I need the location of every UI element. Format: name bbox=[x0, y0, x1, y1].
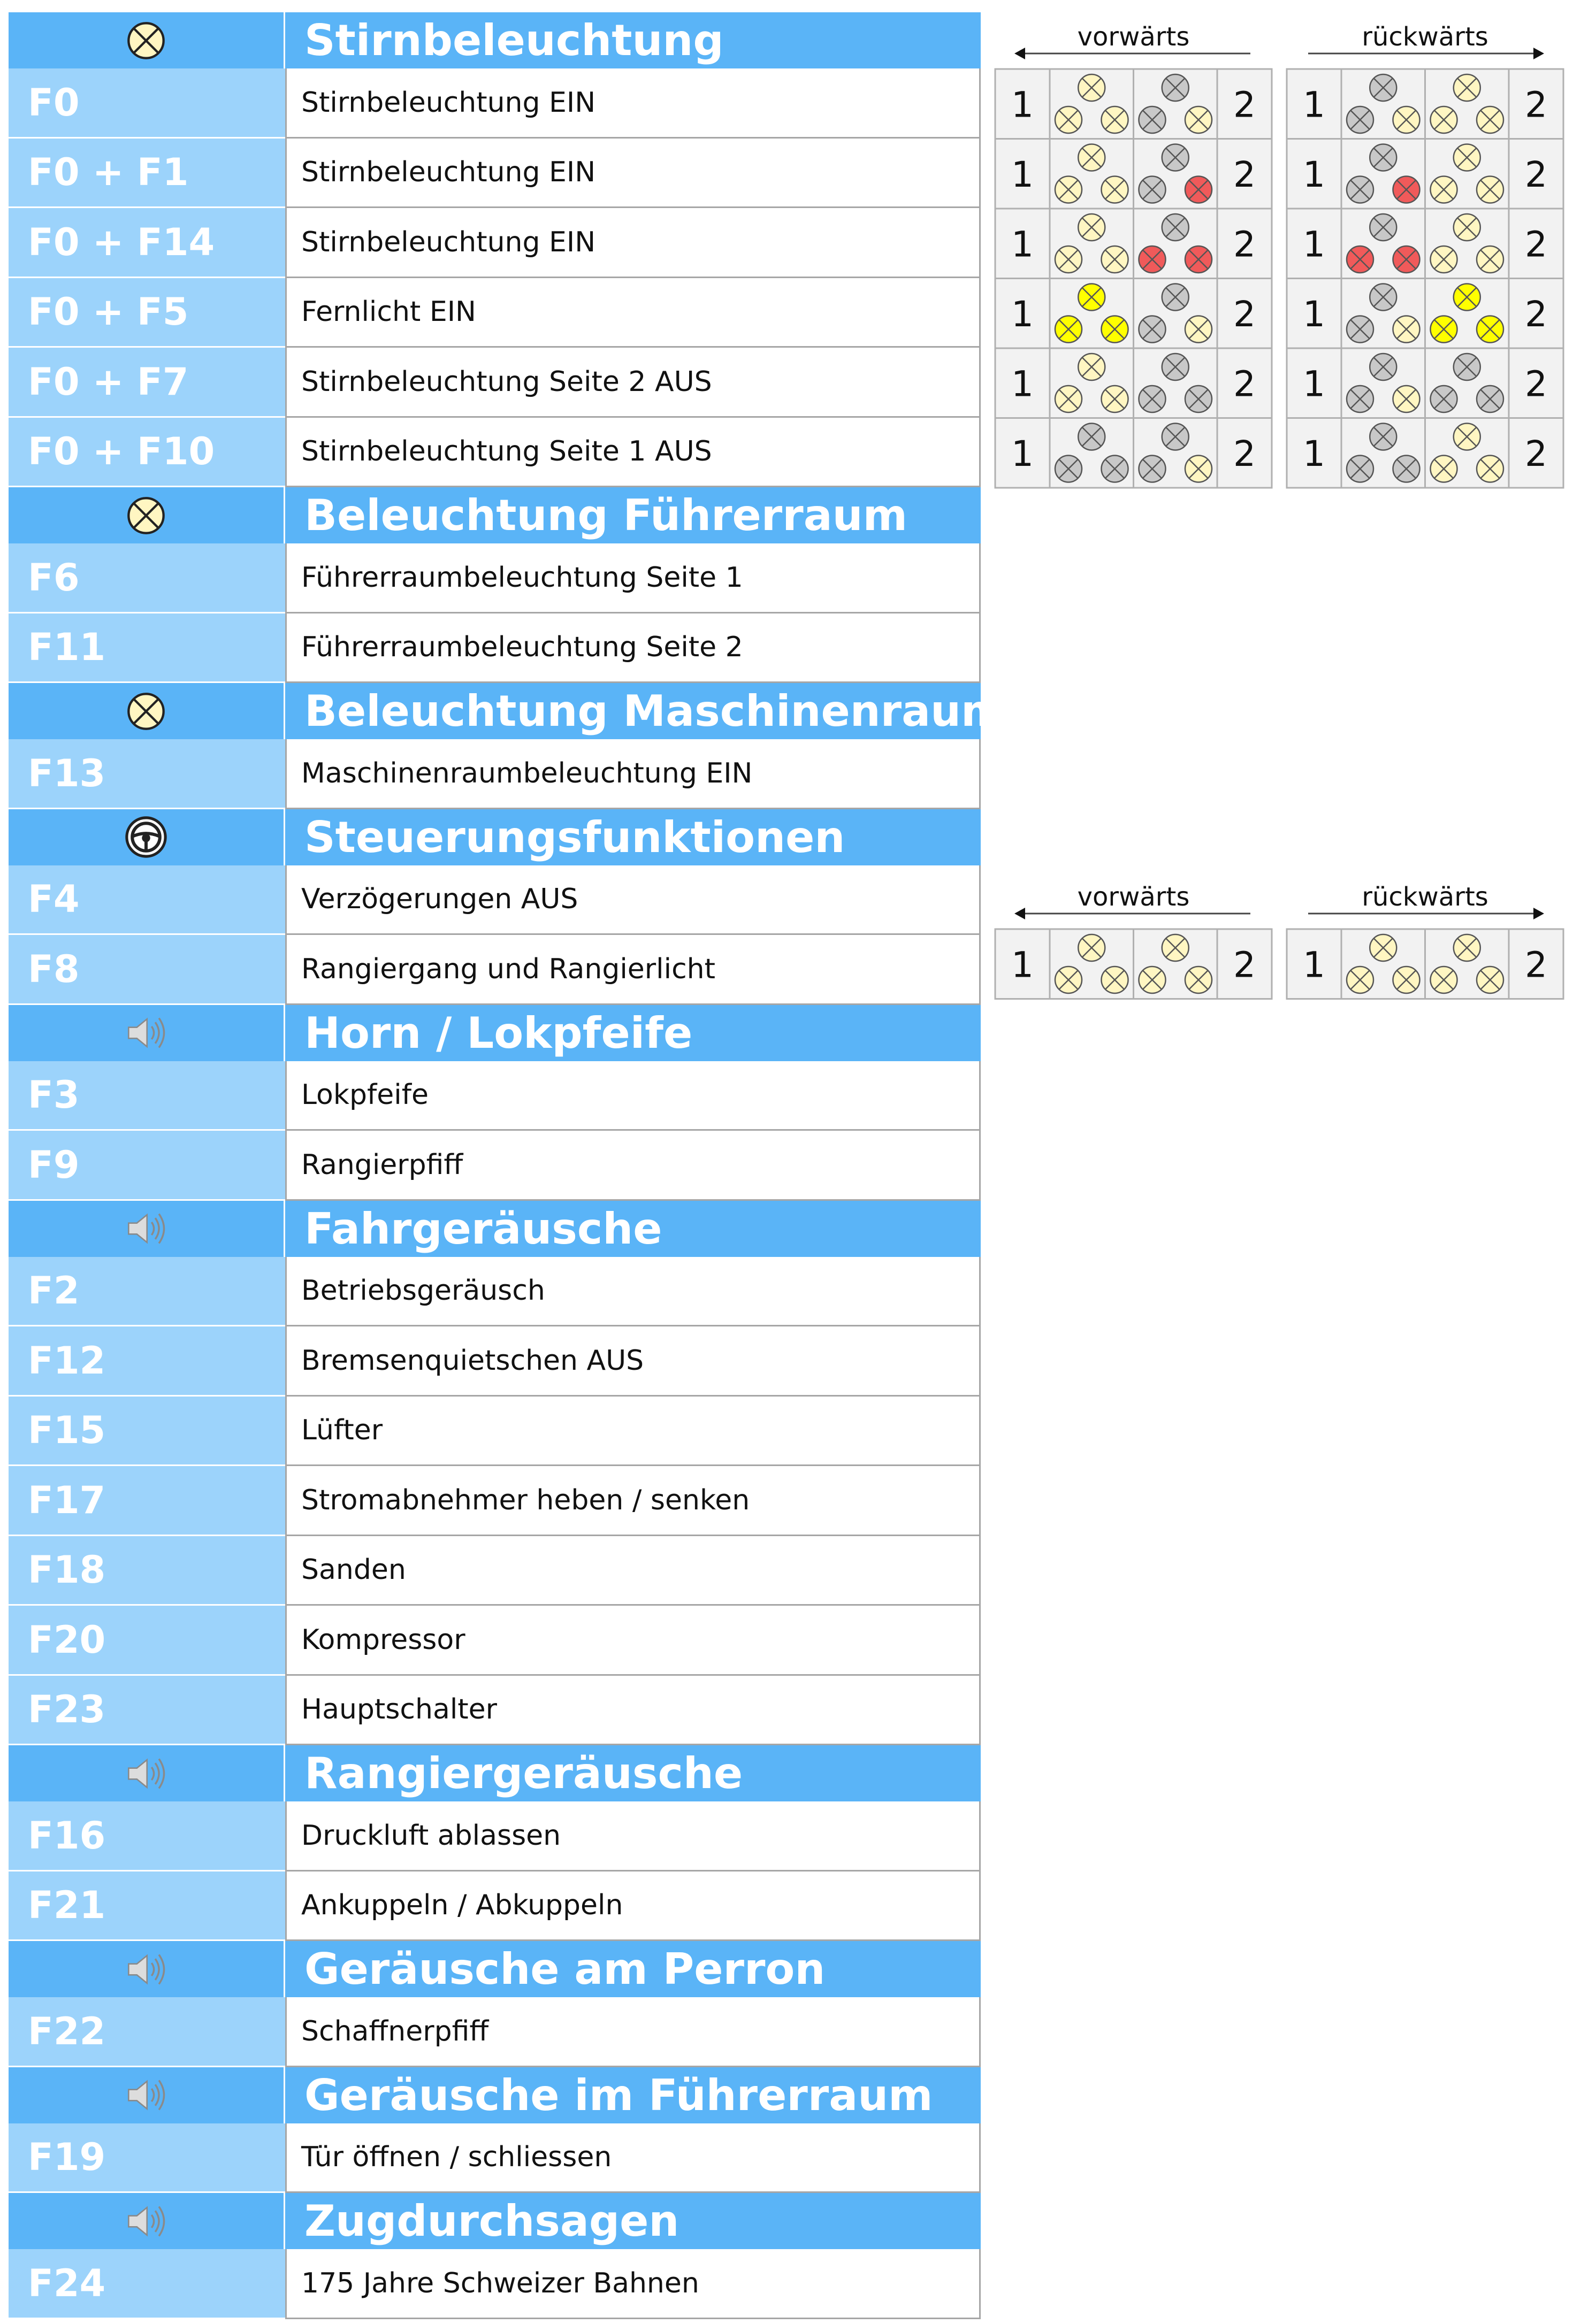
function-row bbox=[9, 1131, 981, 1201]
lamp-icon-off bbox=[1139, 456, 1166, 482]
function-label: Führerraumbeleuchtung Seite 1 bbox=[285, 543, 981, 613]
function-key: F20 bbox=[9, 1606, 285, 1676]
lamp-icon-off bbox=[1370, 74, 1396, 101]
category-header-beleuchtung-maschinenraum bbox=[9, 683, 1006, 739]
end-label-2: 2 bbox=[1233, 224, 1256, 265]
category-title: Rangiergeräusche bbox=[285, 1745, 981, 1801]
function-key: F0 + F14 bbox=[9, 208, 285, 278]
function-label: Lüfter bbox=[285, 1397, 981, 1467]
function-row bbox=[9, 278, 981, 348]
lamp-icon-red bbox=[1185, 246, 1212, 273]
function-row bbox=[9, 1257, 981, 1327]
function-label: Fernlicht EIN bbox=[285, 278, 981, 348]
function-row bbox=[9, 613, 981, 684]
function-label: Sanden bbox=[285, 1536, 981, 1606]
lamp-icon-off bbox=[1162, 74, 1189, 101]
function-label: Führerraumbeleuchtung Seite 2 bbox=[285, 613, 981, 684]
category-icon-cell bbox=[9, 12, 285, 68]
category-title: Fahrgeräusche bbox=[285, 1201, 981, 1257]
lamp-icon-off bbox=[1431, 386, 1457, 412]
function-key: F11 bbox=[9, 613, 285, 684]
function-row bbox=[9, 935, 981, 1005]
function-key: F22 bbox=[9, 1997, 285, 2067]
lamp-icon-off bbox=[1139, 106, 1166, 133]
category-icon-cell bbox=[9, 1201, 285, 1257]
light-diagram-row bbox=[995, 139, 1272, 209]
lamp-icon-white bbox=[1055, 106, 1082, 133]
category-title: Horn / Lokpfeife bbox=[285, 1005, 981, 1061]
lamp-icon-red bbox=[1393, 177, 1420, 203]
lamp-icon-bright bbox=[1102, 316, 1128, 343]
end-label-2: 2 bbox=[1233, 84, 1256, 126]
light-diagram-row bbox=[995, 209, 1272, 279]
lamp-icon-white bbox=[1055, 177, 1082, 203]
function-label: Rangierpfiff bbox=[285, 1131, 981, 1201]
lamp-icon-off bbox=[1370, 424, 1396, 450]
lamp-icon-white bbox=[1477, 456, 1503, 482]
function-label: Rangiergang und Rangierlicht bbox=[285, 935, 981, 1005]
category-title: Zugdurchsagen bbox=[285, 2193, 981, 2249]
lamp-icon-off bbox=[1477, 386, 1503, 412]
lamp-icon-white bbox=[1347, 967, 1373, 993]
lamp-icon-white bbox=[1431, 106, 1457, 133]
lamp-icon-white bbox=[1454, 144, 1480, 171]
function-row bbox=[9, 348, 981, 418]
lamp-icon-white bbox=[1078, 354, 1105, 380]
lamp-icon-off bbox=[1185, 386, 1212, 412]
lamp-icon-off bbox=[1347, 456, 1373, 482]
function-row bbox=[9, 68, 981, 139]
lamp-icon-white bbox=[1393, 386, 1420, 412]
end-label-2: 2 bbox=[1525, 224, 1547, 265]
lamp-icon-off bbox=[1139, 316, 1166, 343]
category-icon-cell bbox=[9, 1005, 285, 1061]
light-diagram-row bbox=[995, 279, 1272, 349]
speaker-icon bbox=[123, 1946, 169, 1992]
function-row bbox=[9, 1466, 981, 1536]
end-label-1: 1 bbox=[1011, 363, 1034, 405]
light-diagram-forward bbox=[995, 22, 1272, 488]
function-label: Schaffnerpfiff bbox=[285, 1997, 981, 2067]
lamp-icon-off bbox=[1347, 106, 1373, 133]
light-diagram-row bbox=[995, 348, 1272, 418]
lamp-icon-off bbox=[1370, 354, 1396, 380]
lamp-icon-off bbox=[1347, 177, 1373, 203]
lamp-icon-white bbox=[1454, 214, 1480, 241]
category-title: Beleuchtung Maschinenraum bbox=[285, 683, 981, 739]
function-key: F8 bbox=[9, 935, 285, 1005]
category-icon-cell bbox=[9, 1745, 285, 1801]
function-key: F12 bbox=[9, 1326, 285, 1397]
lamp-icon-off bbox=[1370, 284, 1396, 311]
end-label-1: 1 bbox=[1303, 224, 1325, 265]
lamp-icon-off bbox=[1162, 284, 1189, 311]
end-label-2: 2 bbox=[1525, 84, 1547, 126]
light-diagram-row bbox=[1287, 279, 1563, 349]
lamp-icon bbox=[123, 688, 169, 734]
speaker-icon bbox=[123, 2072, 169, 2118]
lamp-icon-white bbox=[1078, 144, 1105, 171]
end-label-2: 2 bbox=[1233, 154, 1256, 195]
lamp-icon-bright bbox=[1431, 316, 1457, 343]
function-label: Stirnbeleuchtung EIN bbox=[285, 208, 981, 278]
lamp-icon-off bbox=[1102, 456, 1128, 482]
lamp-icon-white bbox=[1454, 934, 1480, 961]
category-icon-cell bbox=[9, 487, 285, 543]
function-label: Stirnbeleuchtung EIN bbox=[285, 68, 981, 139]
function-key: F16 bbox=[9, 1801, 285, 1872]
light-diagram-row bbox=[1287, 418, 1563, 488]
function-row bbox=[9, 1801, 981, 1872]
light-diagram-row bbox=[1287, 929, 1563, 999]
lamp-icon-white bbox=[1393, 106, 1420, 133]
lamp-icon-off bbox=[1078, 424, 1105, 450]
function-row bbox=[9, 865, 981, 935]
category-header-zugdurchsagen bbox=[9, 2193, 981, 2249]
light-diagram-row bbox=[1287, 69, 1563, 139]
function-key: F13 bbox=[9, 739, 285, 809]
end-label-2: 2 bbox=[1233, 293, 1256, 335]
function-label: 175 Jahre Schweizer Bahnen bbox=[285, 2249, 981, 2319]
function-row bbox=[9, 1326, 981, 1397]
function-row bbox=[9, 1397, 981, 1467]
function-key: F4 bbox=[9, 865, 285, 935]
lamp-icon-red bbox=[1393, 246, 1420, 273]
lamp-icon-white bbox=[1102, 106, 1128, 133]
category-icon-cell bbox=[9, 2193, 285, 2249]
function-row bbox=[9, 1872, 981, 1942]
function-key: F21 bbox=[9, 1872, 285, 1942]
end-label-1: 1 bbox=[1011, 224, 1034, 265]
end-label-1: 1 bbox=[1011, 84, 1034, 126]
function-label: Maschinenraumbeleuchtung EIN bbox=[285, 739, 981, 809]
function-key: F23 bbox=[9, 1676, 285, 1746]
category-icon-cell bbox=[9, 809, 285, 865]
lamp-icon-white bbox=[1454, 424, 1480, 450]
lamp-icon-off bbox=[1162, 424, 1189, 450]
lamp-icon-white bbox=[1431, 246, 1457, 273]
lamp-icon-white bbox=[1477, 177, 1503, 203]
direction-label: vorwärts bbox=[1077, 882, 1190, 912]
end-label-1: 1 bbox=[1303, 944, 1325, 986]
lamp-icon-white bbox=[1477, 967, 1503, 993]
function-key: F0 + F5 bbox=[9, 278, 285, 348]
direction-label: rückwärts bbox=[1362, 882, 1488, 912]
function-row bbox=[9, 1997, 981, 2067]
function-label: Tür öffnen / schliessen bbox=[285, 2123, 981, 2193]
end-label-2: 2 bbox=[1525, 363, 1547, 405]
end-label-1: 1 bbox=[1011, 433, 1034, 474]
function-key: F3 bbox=[9, 1061, 285, 1131]
category-header-horn-lokpfeife bbox=[9, 1005, 981, 1061]
function-key: F9 bbox=[9, 1131, 285, 1201]
category-title: Steuerungsfunktionen bbox=[285, 809, 981, 865]
lamp-icon-white bbox=[1185, 316, 1212, 343]
speaker-icon bbox=[123, 1751, 169, 1797]
light-diagram-row bbox=[1287, 139, 1563, 209]
speaker-icon bbox=[123, 2198, 169, 2244]
lamp-icon-white bbox=[1185, 106, 1212, 133]
lamp-icon-off bbox=[1055, 456, 1082, 482]
lamp-icon-white bbox=[1078, 934, 1105, 961]
lamp-icon-white bbox=[1055, 967, 1082, 993]
lamp-icon-white bbox=[1078, 74, 1105, 101]
function-label: Stirnbeleuchtung Seite 1 AUS bbox=[285, 418, 981, 488]
lamp-icon-off bbox=[1162, 214, 1189, 241]
category-header-steuerungsfunktionen bbox=[9, 809, 981, 865]
lamp-icon-red bbox=[1185, 177, 1212, 203]
category-icon-cell bbox=[9, 1941, 285, 1997]
function-row bbox=[9, 543, 981, 613]
category-title: Geräusche am Perron bbox=[285, 1941, 981, 1997]
lamp-icon-white bbox=[1185, 456, 1212, 482]
end-label-2: 2 bbox=[1525, 433, 1547, 474]
function-row bbox=[9, 739, 981, 809]
lamp-icon-off bbox=[1162, 354, 1189, 380]
end-label-2: 2 bbox=[1525, 293, 1547, 335]
lamp-icon-red bbox=[1139, 246, 1166, 273]
lamp-icon-white bbox=[1431, 177, 1457, 203]
end-label-1: 1 bbox=[1303, 154, 1325, 195]
function-label: Kompressor bbox=[285, 1606, 981, 1676]
lamp-icon-white bbox=[1477, 246, 1503, 273]
direction-label: rückwärts bbox=[1362, 22, 1488, 52]
lamp-icon-white bbox=[1055, 386, 1082, 412]
end-label-1: 1 bbox=[1011, 293, 1034, 335]
end-label-2: 2 bbox=[1525, 154, 1547, 195]
function-label: Stirnbeleuchtung Seite 2 AUS bbox=[285, 348, 981, 418]
end-label-2: 2 bbox=[1233, 363, 1256, 405]
steering-wheel-icon bbox=[123, 814, 169, 860]
lamp-icon-white bbox=[1370, 934, 1396, 961]
lamp-icon-bright bbox=[1477, 316, 1503, 343]
lamp-icon-white bbox=[1102, 246, 1128, 273]
lamp-icon-off bbox=[1370, 144, 1396, 171]
category-header-rangiergeraeusche bbox=[9, 1745, 981, 1801]
function-label: Stromabnehmer heben / senken bbox=[285, 1466, 981, 1536]
lamp-icon-white bbox=[1102, 177, 1128, 203]
category-header-beleuchtung-fuehrerraum bbox=[9, 487, 981, 543]
end-label-1: 1 bbox=[1303, 84, 1325, 126]
lamp-icon-white bbox=[1477, 106, 1503, 133]
lamp-icon-white bbox=[1185, 967, 1212, 993]
lamp-icon-white bbox=[1393, 967, 1420, 993]
function-label: Verzögerungen AUS bbox=[285, 865, 981, 935]
function-label: Ankuppeln / Abkuppeln bbox=[285, 1872, 981, 1942]
function-key: F19 bbox=[9, 2123, 285, 2193]
function-row bbox=[9, 139, 981, 209]
end-label-1: 1 bbox=[1303, 363, 1325, 405]
function-row bbox=[9, 1536, 981, 1606]
lamp-icon-white bbox=[1393, 316, 1420, 343]
function-row bbox=[9, 1061, 981, 1131]
lamp-icon-off bbox=[1347, 316, 1373, 343]
light-diagram-backward bbox=[1287, 22, 1563, 488]
category-icon-cell bbox=[9, 683, 285, 739]
function-key: F18 bbox=[9, 1536, 285, 1606]
end-label-2: 2 bbox=[1233, 433, 1256, 474]
function-key: F6 bbox=[9, 543, 285, 613]
lamp-icon-white bbox=[1431, 967, 1457, 993]
lamp-icon-off bbox=[1454, 354, 1480, 380]
function-label: Lokpfeife bbox=[285, 1061, 981, 1131]
function-row bbox=[9, 208, 981, 278]
lamp-icon-off bbox=[1139, 386, 1166, 412]
function-key: F17 bbox=[9, 1466, 285, 1536]
lamp-icon-bright bbox=[1454, 284, 1480, 311]
function-row bbox=[9, 2123, 981, 2193]
lamp-icon-white bbox=[1102, 967, 1128, 993]
lamp-icon-bright bbox=[1078, 284, 1105, 311]
lamp-icon-white bbox=[1431, 456, 1457, 482]
direction-label: vorwärts bbox=[1077, 22, 1190, 52]
function-row bbox=[9, 1606, 981, 1676]
function-key: F24 bbox=[9, 2249, 285, 2319]
function-key: F0 + F10 bbox=[9, 418, 285, 488]
function-key: F0 bbox=[9, 68, 285, 139]
lamp-icon-off bbox=[1139, 177, 1166, 203]
lamp-icon-white bbox=[1055, 246, 1082, 273]
light-diagram-row bbox=[1287, 209, 1563, 279]
light-diagram-row bbox=[995, 69, 1272, 139]
function-label: Hauptschalter bbox=[285, 1676, 981, 1746]
end-label-1: 1 bbox=[1303, 293, 1325, 335]
category-header-geraeusche-am-perron bbox=[9, 1941, 981, 1997]
end-label-1: 1 bbox=[1303, 433, 1325, 474]
lamp-icon bbox=[123, 18, 169, 64]
function-key: F0 + F1 bbox=[9, 139, 285, 209]
lamp-icon-off bbox=[1393, 456, 1420, 482]
lamp-icon bbox=[123, 493, 169, 539]
speaker-icon bbox=[123, 1010, 169, 1056]
lamp-icon-off bbox=[1347, 386, 1373, 412]
lamp-icon-red bbox=[1347, 246, 1373, 273]
category-header-geraeusche-im-fuehrerraum bbox=[9, 2067, 981, 2123]
function-label: Druckluft ablassen bbox=[285, 1801, 981, 1872]
function-label: Betriebsgeräusch bbox=[285, 1257, 981, 1327]
function-row bbox=[9, 1676, 981, 1746]
category-title: Stirnbeleuchtung bbox=[285, 12, 981, 68]
category-header-fahrgeraeusche bbox=[9, 1201, 981, 1257]
light-diagram-row bbox=[1287, 348, 1563, 418]
function-key: F0 + F7 bbox=[9, 348, 285, 418]
speaker-icon bbox=[123, 1206, 169, 1252]
end-label-1: 1 bbox=[1011, 944, 1034, 986]
function-key: F15 bbox=[9, 1397, 285, 1467]
function-row bbox=[9, 418, 981, 488]
end-label-2: 2 bbox=[1525, 944, 1547, 986]
lamp-icon-white bbox=[1454, 74, 1480, 101]
end-label-2: 2 bbox=[1233, 944, 1256, 986]
category-title: Beleuchtung Führerraum bbox=[285, 487, 981, 543]
function-label: Bremsenquietschen AUS bbox=[285, 1326, 981, 1397]
lamp-icon-bright bbox=[1055, 316, 1082, 343]
lamp-icon-off bbox=[1370, 214, 1396, 241]
function-row bbox=[9, 2249, 981, 2319]
light-diagram-row bbox=[995, 418, 1272, 488]
light-diagram-row bbox=[995, 929, 1272, 999]
lamp-icon-white bbox=[1139, 967, 1166, 993]
category-title: Geräusche im Führerraum bbox=[285, 2067, 981, 2123]
function-key: F2 bbox=[9, 1257, 285, 1327]
end-label-1: 1 bbox=[1011, 154, 1034, 195]
category-header-stirnbeleuchtung bbox=[9, 12, 981, 68]
function-label: Stirnbeleuchtung EIN bbox=[285, 139, 981, 209]
category-icon-cell bbox=[9, 2067, 285, 2123]
lamp-icon-white bbox=[1078, 214, 1105, 241]
lamp-icon-white bbox=[1162, 934, 1189, 961]
lamp-icon-off bbox=[1162, 144, 1189, 171]
lamp-icon-white bbox=[1102, 386, 1128, 412]
